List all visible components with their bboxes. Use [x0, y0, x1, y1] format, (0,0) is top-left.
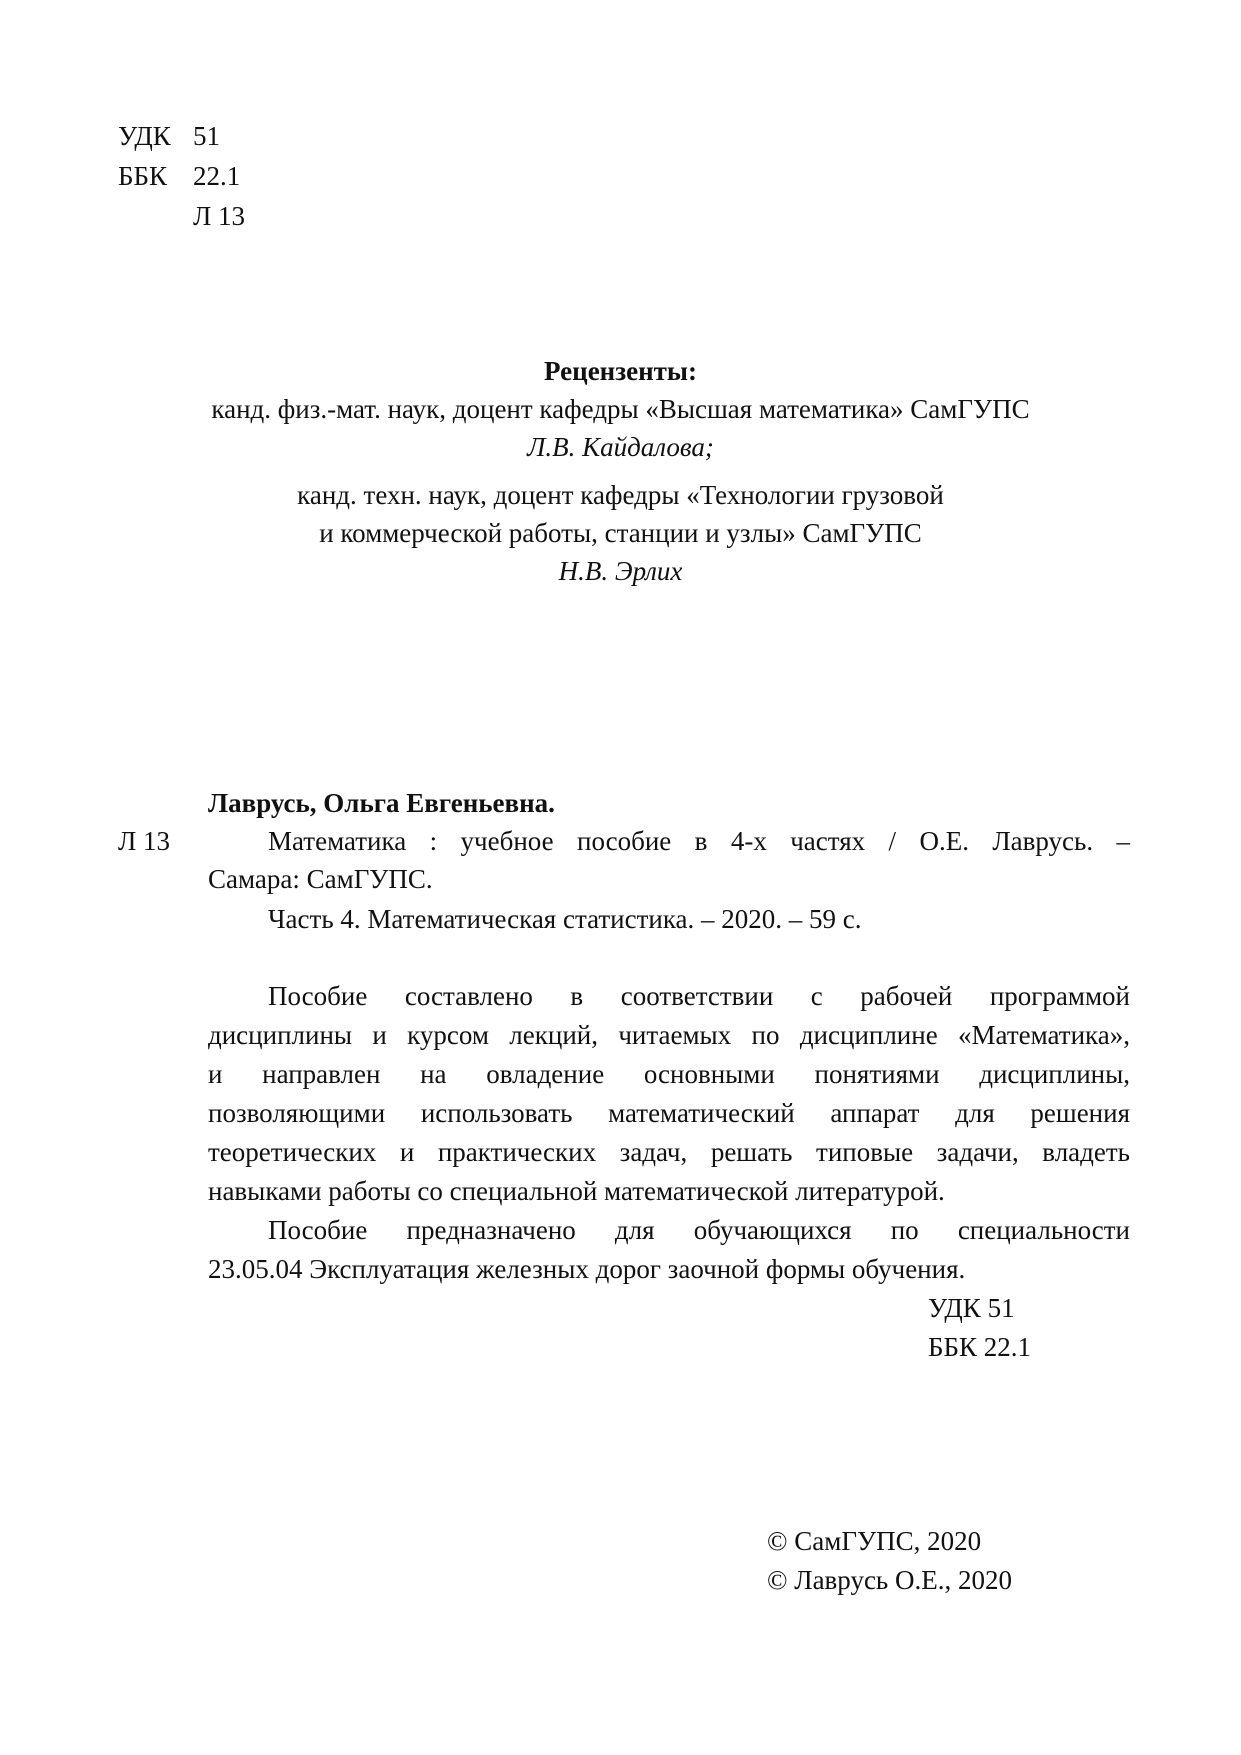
reviewer2-position-line2: и коммерческой работы, станции и узлы» СамГУПС [319, 518, 922, 548]
annotation-p1-line: Пособие составлено в соответствии с рабочей программой [268, 981, 1130, 1011]
record-author: Лаврусь, Ольга Евгеньевна. [208, 788, 555, 818]
annotation-udk: УДК 51 [928, 1293, 1015, 1323]
annotation-p1-line: дисциплины и курсом лекций, читаемых по дисциплине «Математика», [208, 1020, 1130, 1050]
udk-label: УДК [118, 121, 171, 151]
reviewer2-name: Н.В. Эрлих [558, 556, 683, 586]
annotation-p1-line: позволяющими использовать математический аппарат для решения [208, 1098, 1130, 1128]
reviewer1-name: Л.В. Кайдалова; [527, 432, 714, 462]
annotation-bbk: ББК 22.1 [928, 1332, 1032, 1362]
bbk-value: 22.1 [193, 161, 241, 191]
annotation-p1-line: теоретических и практических задач, решать типовые задачи, владеть [208, 1137, 1130, 1167]
udk-value: 51 [193, 121, 220, 151]
record-sign: Л 13 [118, 826, 171, 856]
record-title-line2: Самара: СамГУПС. [208, 864, 433, 894]
record-title-line1: Математика : учебное пособие в 4-х частях / О.Е. Лаврусь. – [268, 826, 1130, 856]
reviewers-heading: Рецензенты: [544, 356, 697, 386]
reviewer1-position: канд. физ.-мат. наук, доцент кафедры «Высшая математика» СамГУПС [211, 394, 1030, 424]
annotation-p2-line: 23.05.04 Эксплуатация железных дорог заочной формы обучения. [208, 1254, 966, 1284]
copyright-line2: © Лаврусь О.Е., 2020 [767, 1565, 1012, 1595]
author-sign: Л 13 [193, 201, 246, 231]
annotation-p2-line: Пособие предназначено для обучающихся по специальности [268, 1215, 1130, 1245]
annotation-p1-line: и направлен на овладение основными понятиями дисциплины, [208, 1059, 1130, 1089]
reviewer2-position-line1: канд. техн. наук, доцент кафедры «Технологии грузовой [297, 480, 944, 510]
annotation-p1-line: навыками работы со специальной математической литературой. [208, 1176, 945, 1206]
copyright-line1: © СамГУПС, 2020 [767, 1526, 982, 1556]
record-part: Часть 4. Математическая статистика. – 2020. – 59 с. [268, 904, 862, 934]
bbk-label: ББК [118, 161, 168, 191]
